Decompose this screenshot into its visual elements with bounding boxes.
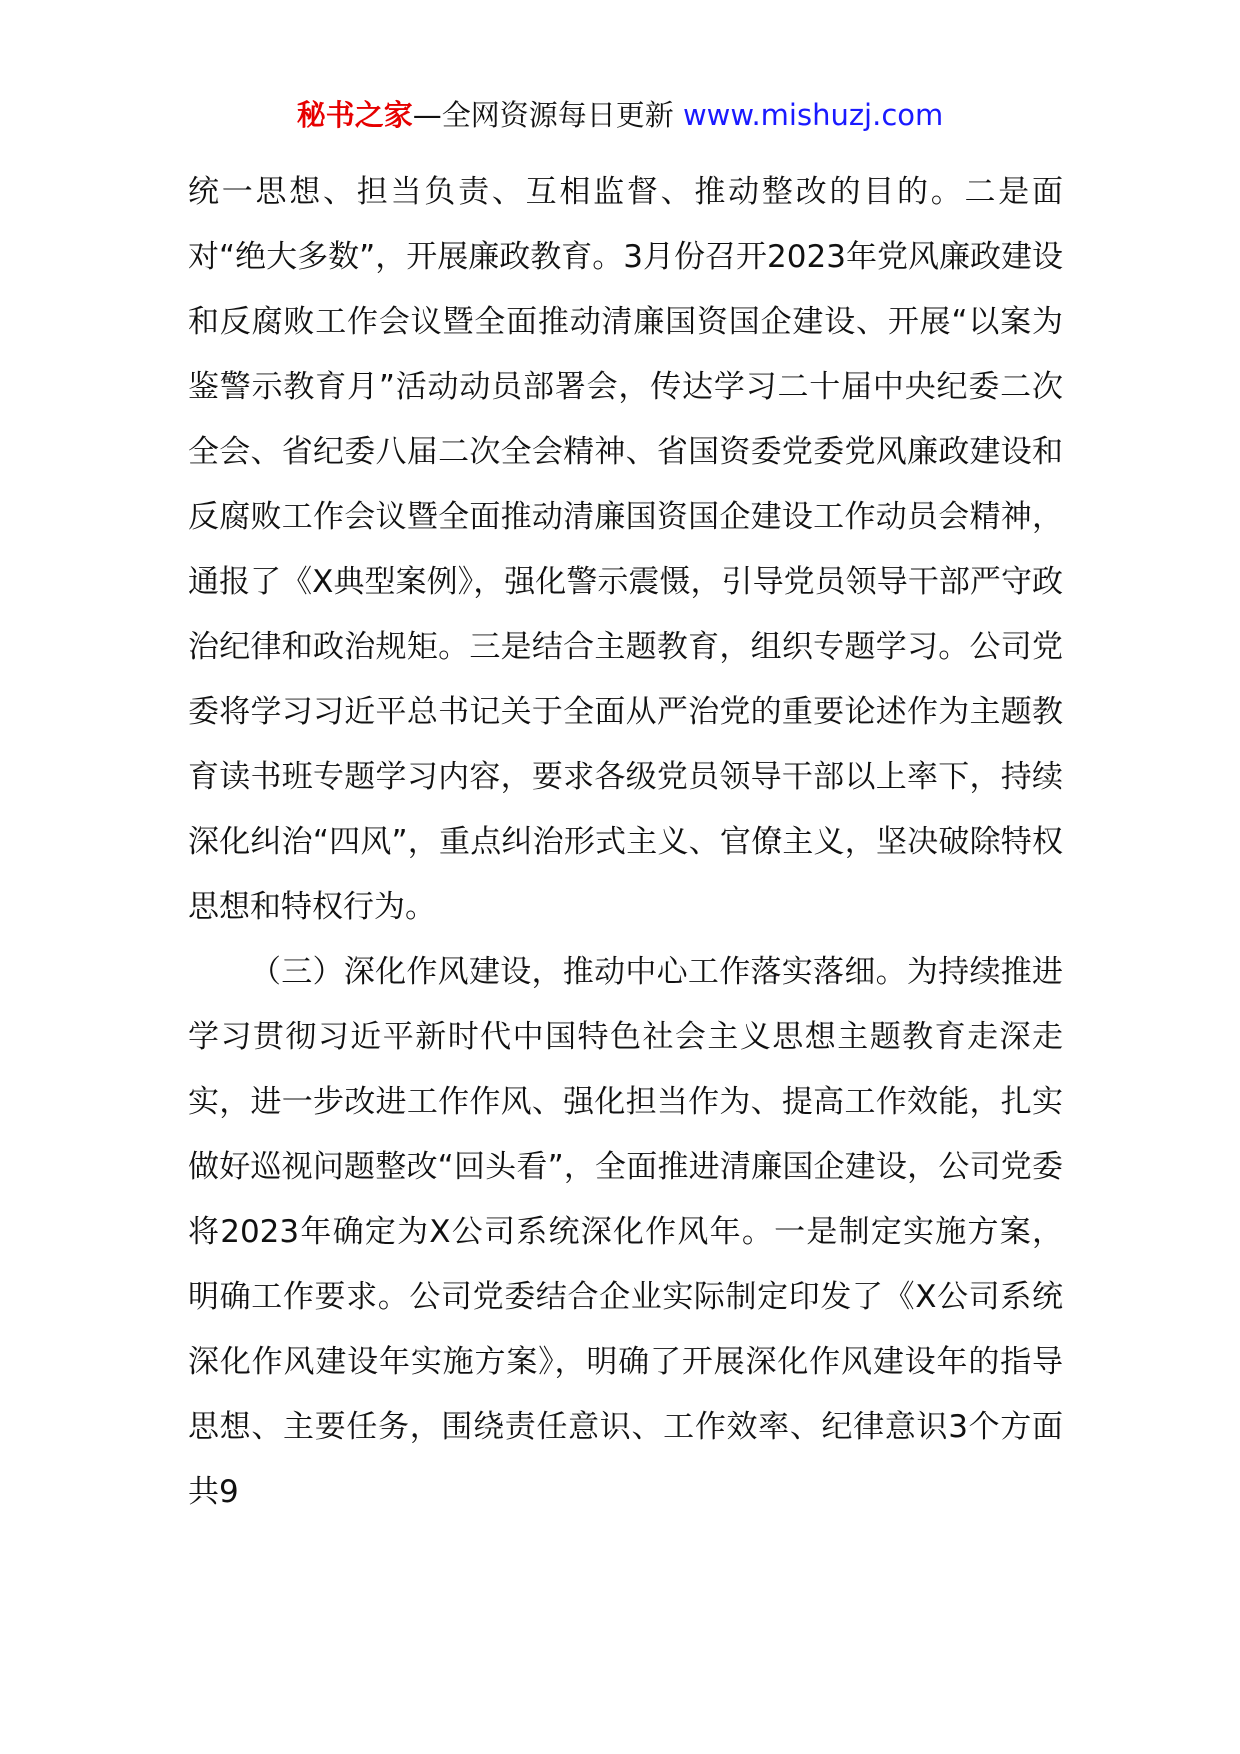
paragraph-section-three: （三）深化作风建设，推动中心工作落实落细。为持续推进学习贯彻习近平新时代中国特色社会主义思想主题教育走深走实，进一步改进工作作风、强化担当作为、提高工作效能，扎实做好巡视问题整改“回头看”，全面推进清廉国企建设，公司党委将2023年确定为X公司系统深化作风年。一是制定实施方案，明确工作要求。公司党委结合企业实际制定印发了《X公司系统深化作风建设年实施方案》，明确了开展深化作风建设年的指导思想、主要任务，围绕责任意识、工作效率、纪律意识3个方面共9 bbox=[188, 954, 1063, 1510]
site-brand: 秘书之家 bbox=[296, 98, 413, 132]
site-url-link[interactable]: www.mishuzj.com bbox=[682, 98, 944, 132]
site-header bbox=[0, 98, 1240, 133]
document-body bbox=[188, 160, 1063, 1525]
site-slogan: —全网资源每日更新 bbox=[412, 98, 674, 132]
paragraph-continued: 统一思想、担当负责、互相监督、推动整改的目的。二是面对“绝大多数”，开展廉政教育。3月份召开2023年党风廉政建设和反腐败工作会议暨全面推动清廉国资国企建设、开展“以案为鉴警示教育月”活动动员部署会，传达学习二十届中央纪委二次全会、省纪委八届二次全会精神、省国资委党委党风廉政建设和反腐败工作会议暨全面推动清廉国资国企建设工作动员会精神，通报了《X典型案例》，强化警示震慑，引导党员领导干部严守政治纪律和政治规矩。三是结合主题教育，组织专题学习。公司党委将学习习近平总书记关于全面从严治党的重要论述作为主题教育读书班专题学习内容，要求各级党员领导干部以上率下，持续深化纠治“四风”，重点纠治形式主义、官僚主义，坚决破除特权思想和特权行为。 bbox=[188, 174, 1063, 925]
